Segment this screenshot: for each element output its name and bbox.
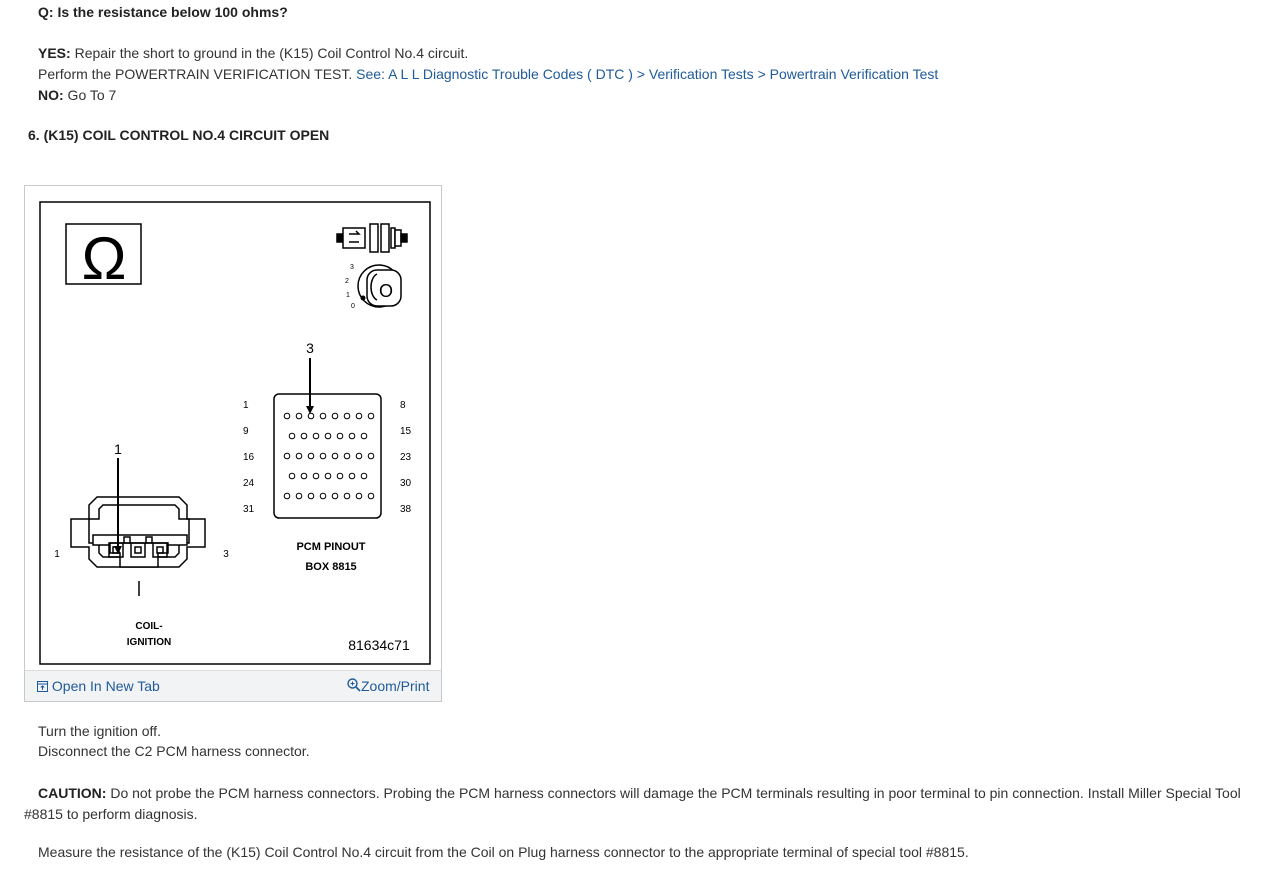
zoom-in-icon <box>347 678 361 692</box>
ohm-symbol: Ω <box>81 225 127 292</box>
pinout-pin <box>301 433 307 439</box>
pin-row-end: 23 <box>400 452 412 463</box>
pinout-pin <box>289 473 295 479</box>
ignition-off-position: O <box>378 281 394 301</box>
pin-row-start: 24 <box>243 478 255 489</box>
pinout-pin <box>368 413 374 419</box>
coil-left-pin-label: 1 <box>54 549 60 560</box>
open-new-tab-button[interactable] <box>37 678 160 694</box>
pinout-pin <box>320 493 326 499</box>
coil-label: COIL- <box>135 621 163 632</box>
pinout-pin <box>356 453 362 459</box>
diagram-figure <box>24 185 442 702</box>
pinout-pin <box>284 493 290 499</box>
pinout-pin <box>356 493 362 499</box>
pin-row-end: 30 <box>400 478 412 489</box>
step-disconnect: Disconnect the C2 PCM harness connector. <box>38 743 310 759</box>
pcm-pinout-title: PCM PINOUT <box>296 541 366 553</box>
pinout-pin <box>361 433 367 439</box>
coil-right-pin-label: 3 <box>223 549 229 560</box>
pinout-pin <box>296 413 302 419</box>
pinout-pin <box>325 473 331 479</box>
zoom-print-label: Zoom/Print <box>361 678 430 694</box>
no-text: Go To 7 <box>63 87 117 103</box>
pinout-pin <box>320 413 326 419</box>
verification-test-link[interactable]: See: A L L Diagnostic Trouble Codes ( DTC ) > Verification Tests > Powertrain Verification Test <box>356 66 939 82</box>
pinout-pin <box>337 473 343 479</box>
caution-label: CAUTION: <box>38 785 107 801</box>
no-label: NO: <box>38 87 64 103</box>
pinout-pin <box>313 433 319 439</box>
yes-label: YES: <box>38 45 71 61</box>
pinout-pin <box>344 453 350 459</box>
pinout-pins <box>284 413 374 499</box>
pinout-pin <box>284 453 290 459</box>
coil-probe-pin-label: 1 <box>114 441 122 457</box>
pinout-pin <box>368 453 374 459</box>
pinout-row-end-labels <box>400 400 412 515</box>
pinout-pin <box>361 473 367 479</box>
pinout-pin <box>349 433 355 439</box>
pin-row-start: 31 <box>243 504 255 515</box>
caution-note <box>24 783 1264 825</box>
pcm-probe-arrow <box>306 406 314 414</box>
key-position-1: 1 <box>346 292 350 299</box>
pinout-pin <box>296 453 302 459</box>
pinout-pin <box>289 433 295 439</box>
circuit-diagram <box>25 186 443 672</box>
key-position-3: 3 <box>350 264 354 271</box>
question: Q: Is the resistance below 100 ohms? <box>38 4 288 20</box>
pin-row-start: 9 <box>243 426 249 437</box>
pinout-pin <box>356 413 362 419</box>
pinout-pin <box>368 493 374 499</box>
perform-line <box>38 66 938 82</box>
pinout-pin <box>313 473 319 479</box>
pinout-pin <box>344 413 350 419</box>
pinout-pin <box>337 433 343 439</box>
coil-connector <box>71 497 205 596</box>
key-position-2: 2 <box>345 278 349 285</box>
pinout-pin <box>308 413 314 419</box>
pin-row-end: 15 <box>400 426 412 437</box>
pinout-pin <box>349 473 355 479</box>
perform-text: Perform the POWERTRAIN VERIFICATION TEST. <box>38 66 357 82</box>
open-new-tab-icon <box>37 681 48 692</box>
figure-id: 81634c71 <box>348 637 410 653</box>
connector-disconnect-icon <box>337 224 407 252</box>
pin-row-end: 8 <box>400 400 406 411</box>
figure-toolbar <box>25 670 441 701</box>
pinout-pin <box>296 493 302 499</box>
yes-text: Repair the short to ground in the (K15) Coil Control No.4 circuit. <box>70 45 469 61</box>
zoom-print-button[interactable] <box>347 678 429 694</box>
pinout-pin <box>284 413 290 419</box>
pinout-pin <box>332 453 338 459</box>
pinout-pin <box>308 453 314 459</box>
key-position-0: 0 <box>351 303 355 310</box>
pinout-pin <box>332 413 338 419</box>
yes-answer <box>38 45 468 61</box>
pin-row-start: 16 <box>243 452 255 463</box>
pinout-pin <box>301 473 307 479</box>
pinout-pin <box>332 493 338 499</box>
ignition-key-icon <box>345 264 401 310</box>
coil-label-2: IGNITION <box>126 637 172 648</box>
no-answer <box>38 87 116 103</box>
step-ignition-off: Turn the ignition off. <box>38 723 161 739</box>
step-heading: 6. (K15) COIL CONTROL NO.4 CIRCUIT OPEN <box>28 127 330 143</box>
caution-text: Do not probe the PCM harness connectors. Probing the PCM harness connectors will damage the PCM terminals resulting in poor terminal to pin connection. Install Miller Special Tool #8815 to perform diagnosis. <box>24 785 1241 822</box>
pcm-pinout-subtitle: BOX 8815 <box>305 561 357 573</box>
probe-pin-label: 3 <box>306 340 314 356</box>
pinout-row-start-labels <box>243 400 255 515</box>
pinout-pin <box>344 493 350 499</box>
step-measure: Measure the resistance of the (K15) Coil Control No.4 circuit from the Coil on Plug harness connector to the appropriate terminal of special tool #8815. <box>38 844 969 860</box>
pinout-pin <box>320 453 326 459</box>
pin-row-start: 1 <box>243 400 249 411</box>
pinout-pin <box>308 493 314 499</box>
open-new-tab-label: Open In New Tab <box>51 678 160 694</box>
pinout-pin <box>325 433 331 439</box>
pin-row-end: 38 <box>400 504 412 515</box>
